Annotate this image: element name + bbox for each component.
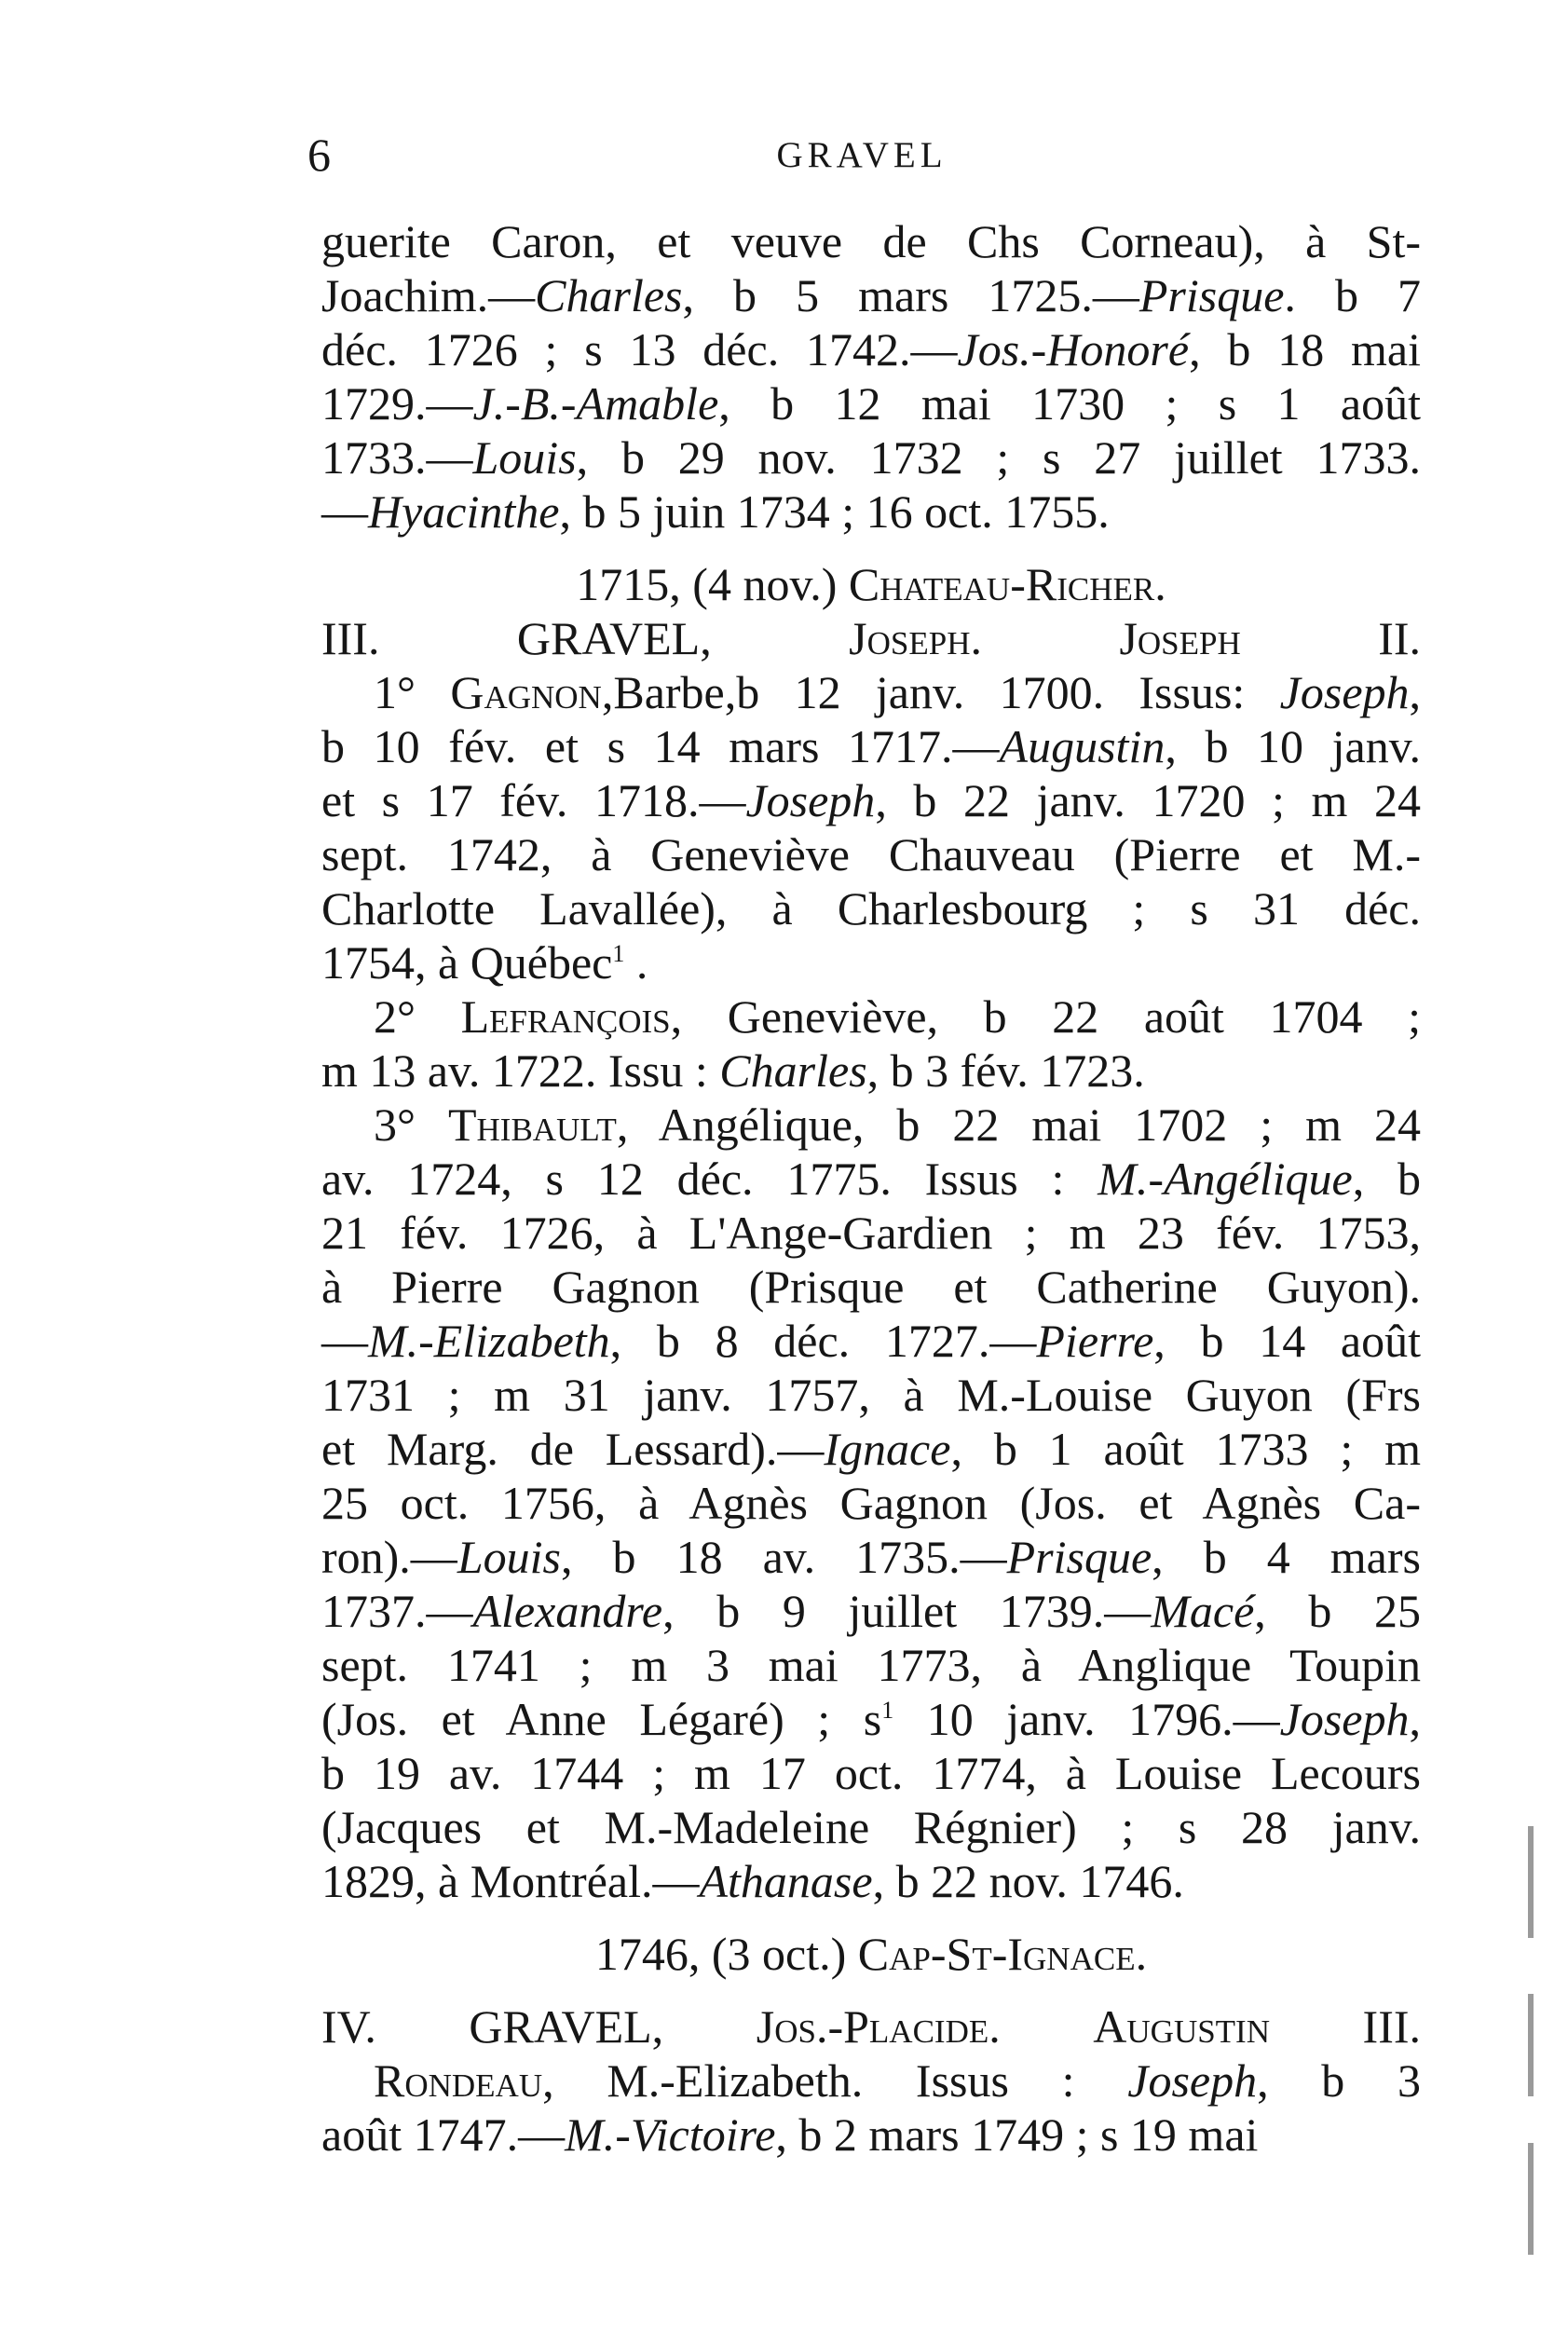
text-run: , b 4 mars: [1152, 1531, 1421, 1583]
italic-name: Pierre: [1036, 1315, 1154, 1367]
italic-name: M.-Angélique: [1098, 1153, 1353, 1205]
text-run: , b 25: [1254, 1585, 1422, 1637]
small-caps-name: Thibault: [447, 1098, 617, 1151]
small-caps-name: Jos.-Placide.: [756, 2000, 1001, 2053]
text-run: , b 3: [1257, 2054, 1421, 2107]
text-run: , b 12 mai 1730 ; s 1 août: [718, 377, 1421, 430]
italic-name: J.-B.-Amable: [472, 377, 719, 430]
scan-artifact-2: [1528, 1994, 1534, 2096]
text-run: , b 22 janv. 1720 ; m 24: [875, 774, 1421, 826]
text-line-l31: [321, 1854, 1421, 1908]
text-run: et Marg. de Lessard).—: [321, 1423, 825, 1475]
text-run: 2°: [374, 990, 461, 1043]
italic-name: Alexandre: [472, 1585, 663, 1637]
text-line-l5: [321, 430, 1421, 484]
text-line-l7: [321, 557, 1421, 611]
text-run: , b 18 av. 1735.—: [560, 1531, 1007, 1583]
small-caps-name: Lefrançois: [460, 990, 671, 1043]
text-run: .: [624, 936, 648, 989]
italic-name: Joseph: [1279, 1693, 1410, 1745]
paragraph-gap: [321, 1981, 1421, 1999]
text-line-l15: [321, 989, 1421, 1044]
text-run: [1001, 2000, 1094, 2053]
text-run: 21 fév. 1726, à L'Ange-Gardien ; m 23 fév. 1753,: [321, 1207, 1421, 1259]
text-line-l3: [321, 322, 1421, 376]
text-line-l26: [321, 1584, 1421, 1638]
text-run: IV. GRAVEL,: [321, 2000, 757, 2053]
text-run: , b 5 mars 1725.—: [682, 269, 1139, 321]
text-line-l1: [321, 214, 1421, 268]
text-line-l11: [321, 773, 1421, 827]
text-run: , b 22 nov. 1746.: [872, 1855, 1184, 1907]
text-line-l4: [321, 376, 1421, 430]
text-run: , b 29 nov. 1732 ; s 27 juillet 1733.: [576, 431, 1421, 484]
text-run: , b 3 fév. 1723.: [866, 1044, 1145, 1097]
footnote-marker: 1: [612, 940, 625, 967]
text-line-l13: [321, 881, 1421, 935]
text-run: 1731 ; m 31 janv. 1757, à M.-Louise Guyon (Frs: [321, 1369, 1421, 1421]
small-caps-name: Augustin: [1093, 2000, 1270, 2053]
text-run: 1°: [374, 666, 451, 718]
italic-name: Hyacinthe: [368, 485, 560, 538]
text-line-l21: [321, 1314, 1421, 1368]
running-head: GRAVEL: [776, 135, 948, 175]
italic-name: Louis: [472, 431, 577, 484]
text-line-l10: [321, 719, 1421, 773]
text-run: à Pierre Gagnon (Prisque et Catherine Guyon).: [321, 1261, 1421, 1313]
text-run: III.: [1270, 2000, 1422, 2053]
text-run: III. GRAVEL,: [321, 612, 850, 664]
text-run: 3°: [374, 1098, 448, 1151]
italic-name: Augustin: [999, 720, 1166, 772]
text-run: , b 10 janv.: [1165, 720, 1421, 772]
text-run: av. 1724, s 12 déc. 1775. Issus :: [321, 1153, 1098, 1205]
paragraph-gap: [321, 539, 1421, 557]
text-run: Charlotte Lavallée), à Charlesbourg ; s 31 déc.: [321, 882, 1421, 935]
text-run: 1754, à Québec: [321, 936, 613, 989]
text-run: . b 7: [1284, 269, 1421, 321]
text-line-l2: [321, 268, 1421, 322]
text-line-l33: [321, 1999, 1421, 2053]
small-caps-name: Gagnon: [450, 666, 602, 718]
italic-name: Ignace: [824, 1423, 951, 1475]
text-run: —: [321, 1315, 368, 1367]
text-line-l24: [321, 1476, 1421, 1530]
text-run: déc. 1726 ; s 13 déc. 1742.—: [321, 323, 958, 375]
italic-name: Athanase: [699, 1855, 873, 1907]
text-line-l6: [321, 484, 1421, 539]
text-run: 1729.—: [321, 377, 473, 430]
footnote-marker: 1: [881, 1697, 894, 1724]
text-run: 25 oct. 1756, à Agnès Gagnon (Jos. et Agnès Ca-: [321, 1477, 1421, 1529]
text-line-l25: [321, 1530, 1421, 1584]
text-run: 1737.—: [321, 1585, 473, 1637]
italic-name: Joseph: [1279, 666, 1410, 718]
text-run: (Jos. et Anne Légaré) ; s: [321, 1693, 882, 1745]
small-caps-name: Joseph.: [849, 612, 982, 664]
text-run: , M.-Elizabeth. Issus :: [542, 2054, 1128, 2107]
text-run: ron).—: [321, 1531, 457, 1583]
text-line-l17: [321, 1098, 1421, 1152]
text-run: (Jacques et M.-Madeleine Régnier) ; s 28 janv.: [321, 1801, 1421, 1853]
text-run: sept. 1741 ; m 3 mai 1773, à Anglique Toupin: [321, 1639, 1421, 1691]
text-line-l32: [321, 1927, 1421, 1981]
italic-name: Macé: [1151, 1585, 1255, 1637]
italic-name: Prisque: [1006, 1531, 1152, 1583]
text-line-l18: [321, 1152, 1421, 1206]
italic-name: Louis: [457, 1531, 561, 1583]
text-run: [982, 612, 1119, 664]
small-caps-name: Chateau-Richer.: [848, 558, 1166, 610]
small-caps-name: Joseph: [1119, 612, 1241, 664]
text-run: , b 9 juillet 1739.—: [662, 1585, 1152, 1637]
text-run: , Geneviève, b 22 août 1704 ;: [670, 990, 1422, 1043]
text-line-l16: [321, 1044, 1421, 1098]
text-line-l34: [321, 2053, 1421, 2108]
italic-name: Prisque: [1139, 269, 1285, 321]
italic-name: Joseph: [1127, 2054, 1258, 2107]
italic-name: Jos.-Honoré: [957, 323, 1190, 375]
text-line-l29: [321, 1746, 1421, 1800]
small-caps-name: Rondeau: [374, 2054, 543, 2107]
page-header: [307, 129, 1416, 184]
text-run: 10 janv. 1796.—: [893, 1693, 1280, 1745]
text-run: 1733.—: [321, 431, 473, 484]
text-line-l22: [321, 1368, 1421, 1422]
small-caps-name: Cap-St-Ignace.: [857, 1928, 1148, 1980]
italic-name: Joseph: [745, 774, 876, 826]
paragraph-gap: [321, 1908, 1421, 1927]
text-run: , b 5 juin 1734 ; 16 oct. 1755.: [559, 485, 1110, 538]
italic-name: M.-Victoire: [565, 2108, 776, 2161]
scan-artifact-3: [1528, 2143, 1534, 2255]
text-run: 1829, à Montréal.—: [321, 1855, 700, 1907]
text-line-l27: [321, 1638, 1421, 1692]
text-line-l23: [321, 1422, 1421, 1476]
italic-name: Charles: [535, 269, 683, 321]
text-run: ,: [1409, 1693, 1421, 1745]
text-line-l20: [321, 1260, 1421, 1314]
text-line-l35: [321, 2108, 1421, 2162]
scan-artifact-1: [1528, 1826, 1534, 1938]
text-run: ,Barbe,b 12 janv. 1700. Issus:: [601, 666, 1280, 718]
text-run: Joachim.—: [321, 269, 536, 321]
text-line-l12: [321, 827, 1421, 881]
text-line-l28: [321, 1692, 1421, 1746]
text-line-l8: [321, 611, 1421, 665]
italic-name: M.-Elizabeth: [368, 1315, 610, 1367]
text-run: ,: [1409, 666, 1422, 718]
text-run: b 10 fév. et s 14 mars 1717.—: [321, 720, 1000, 772]
genealogy-text: [321, 214, 1421, 2162]
text-run: II.: [1240, 612, 1422, 664]
text-run: —: [321, 485, 368, 538]
text-run: , b 14 août: [1153, 1315, 1421, 1367]
text-run: 1715, (4 nov.): [576, 558, 849, 610]
page-number: 6: [307, 129, 331, 181]
text-run: guerite Caron, et veuve de Chs Corneau), à St-: [321, 215, 1421, 267]
text-run: août 1747.—: [321, 2108, 566, 2161]
text-line-l14: [321, 935, 1421, 989]
text-run: , b 2 mars 1749 ; s 19 mai: [775, 2108, 1259, 2161]
text-run: 1746, (3 oct.): [594, 1928, 858, 1980]
italic-name: Charles: [719, 1044, 867, 1097]
text-line-l30: [321, 1800, 1421, 1854]
text-line-l19: [321, 1206, 1421, 1260]
text-run: , Angélique, b 22 mai 1702 ; m 24: [616, 1098, 1422, 1151]
text-line-l9: [321, 665, 1421, 719]
text-run: et s 17 fév. 1718.—: [321, 774, 746, 826]
text-run: , b 1 août 1733 ; m: [950, 1423, 1421, 1475]
text-run: , b 8 déc. 1727.—: [609, 1315, 1037, 1367]
text-run: , b: [1352, 1153, 1421, 1205]
text-run: sept. 1742, à Geneviève Chauveau (Pierre et M.-: [321, 828, 1421, 880]
text-run: b 19 av. 1744 ; m 17 oct. 1774, à Louise Lecours: [321, 1747, 1421, 1799]
text-run: m 13 av. 1722. Issu :: [321, 1044, 720, 1097]
text-run: , b 18 mai: [1189, 323, 1421, 375]
